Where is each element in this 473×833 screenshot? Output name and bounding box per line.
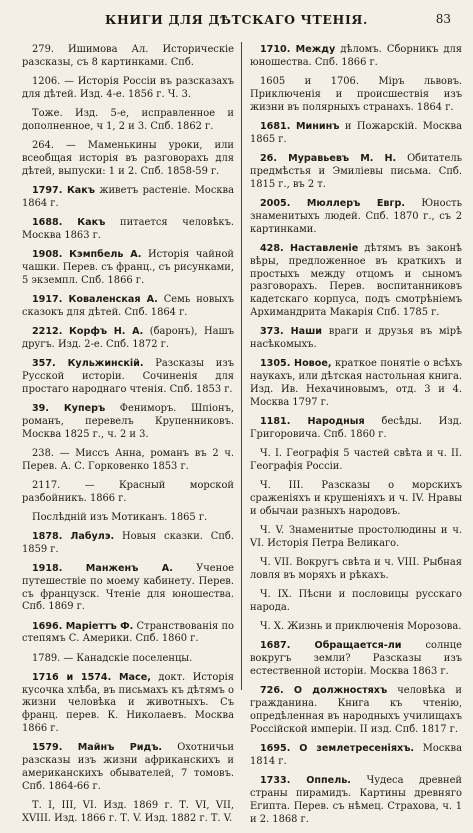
entry-text: Охотничьи разсказы изъ жизни африканскихъ и американскихъ обывателей, 7 томовъ. Спб. 1864-66 г. bbox=[22, 742, 234, 793]
entry-text: Т. I, III, VI. Изд. 1869 г. Т. VI, VII, XVIII. Изд. 1866 г. Т. V. Изд. 1882 г. Т. V. bbox=[22, 800, 234, 825]
entry-text: 1789. — Канадскіе поселенцы. bbox=[32, 652, 193, 664]
catalog-entry bbox=[250, 640, 462, 679]
entry-text: 1206. — Исторія Россіи въ разсказахъ для дѣтей. Изд. 4-е. 1856 г. Ч. 3. bbox=[22, 76, 234, 100]
entry-heading: 1878. Лабулэ. bbox=[32, 530, 115, 542]
entry-text: Чудеса древней страны пирамидъ. Картины древняго Египта. Перев. съ нѣмец. Страхова, ч. 1 и 2. 1868 г. bbox=[250, 774, 462, 825]
catalog-entry bbox=[250, 557, 462, 583]
catalog-entry bbox=[250, 775, 462, 827]
entry-text: питается человѣкъ. Москва 1863 г. bbox=[22, 216, 234, 241]
catalog-entry bbox=[250, 358, 462, 410]
entry-heading: 2212. Корфъ Н. А. bbox=[32, 325, 144, 337]
entry-text: живетъ растеніе. Москва 1864 г. bbox=[22, 184, 234, 209]
entry-text: враги и друзья въ мірѣ насѣкомыхъ. bbox=[250, 326, 462, 351]
entry-heading: 1688. Какъ bbox=[32, 216, 106, 228]
entry-heading: 1696. Маріеттъ Ф. bbox=[32, 620, 134, 632]
entry-text: солнце вокругъ земли? Разсказы изъ естественной исторіи. Москва 1863 г. bbox=[250, 640, 462, 677]
catalog-entry bbox=[22, 512, 234, 525]
entry-heading: 357. Кульжинскій. bbox=[32, 357, 144, 369]
catalog-entry bbox=[22, 249, 234, 288]
catalog-entry bbox=[22, 653, 234, 666]
entry-text: Семь новыхъ сказокъ для дѣтей. Спб. 1864 г. bbox=[22, 293, 234, 318]
catalog-entry bbox=[22, 185, 234, 211]
entry-heading: 39. Куперъ bbox=[32, 402, 106, 414]
catalog-entry bbox=[22, 448, 234, 474]
entry-heading: 1181. Народныя bbox=[260, 416, 365, 428]
catalog-entry bbox=[22, 326, 234, 352]
catalog-entry bbox=[250, 243, 462, 320]
entry-text: 264. — Маменькины уроки, или всеобщая исторія въ разговорахъ для дѣтей, выпуски: 1 и 2. Спб. 1858-59 г. bbox=[22, 140, 234, 177]
catalog-entry bbox=[22, 44, 234, 70]
catalog-entry bbox=[250, 525, 462, 551]
entry-text: краткое понятіе о всѣхъ наукахъ, или дѣтская настольная книга. Изд. Ив. Нехачиновымъ, отд. 3 и 4. Москва 1797 г. bbox=[250, 358, 462, 409]
catalog-entry bbox=[250, 326, 462, 352]
catalog-entry bbox=[22, 672, 234, 737]
entry-text: Ч. IX. Пѣсни и пословицы русскаго народа. bbox=[250, 589, 462, 613]
entry-heading: 1305. Новое, bbox=[260, 358, 332, 370]
entry-heading: 1681. Мининъ bbox=[260, 120, 340, 132]
entry-text: Юность знаменитыхъ людей. Спб. 1870 г., съ 2 картинками. bbox=[250, 197, 462, 235]
entry-text: 2117. — Красный морской разбойникъ. 1866 г. bbox=[22, 479, 234, 504]
catalog-entry bbox=[22, 294, 234, 320]
right-column bbox=[250, 44, 462, 833]
entry-text: Ч. V. Знаменитые простолюдины и ч. VI. Исторія Петра Великаго. bbox=[250, 525, 462, 549]
catalog-entry bbox=[22, 108, 234, 134]
catalog-entry bbox=[22, 800, 234, 826]
entry-text: Послѣдній изъ Мотиканъ. 1865 г. bbox=[32, 511, 208, 523]
catalog-entry bbox=[22, 480, 234, 506]
catalog-entry bbox=[250, 44, 462, 70]
catalog-entry bbox=[250, 621, 462, 634]
left-column bbox=[22, 44, 234, 832]
entry-text: Москва 1814 г. bbox=[250, 742, 462, 767]
entry-text: Исторія чайной чашки. Перев. съ франц., съ рисунками, 5 экземпл. Спб. 1866 г. bbox=[22, 248, 234, 286]
entry-text: дѣломъ. Сборникъ для юношества. Спб. 1866 г. bbox=[250, 44, 462, 68]
entry-heading: 1710. Между bbox=[260, 44, 336, 55]
entry-text: Ч. I. Географія 5 частей свѣта и ч. II. Географія Россіи. bbox=[250, 448, 462, 473]
entry-heading: 726. О должностяхъ bbox=[260, 685, 388, 697]
catalog-entry bbox=[250, 480, 462, 519]
catalog-entry bbox=[250, 589, 462, 615]
entry-text: Разсказы изъ Русской исторіи. Сочиненія для простаго народнаго чтенія. Спб. 1853 г. bbox=[22, 357, 234, 395]
catalog-entry bbox=[250, 685, 462, 737]
entry-text: Ч. X. Жизнь и приключенія Морозова. bbox=[260, 621, 462, 633]
catalog-entry bbox=[22, 358, 234, 397]
running-title: КНИГИ ДЛЯ ДѢТСКАГО ЧТЕНІЯ. bbox=[105, 12, 368, 27]
catalog-entry bbox=[250, 121, 462, 147]
entry-text: 238. — Миссъ Анна, романъ въ 2 ч. Перев. А. С. Горковенко 1853 г. bbox=[22, 447, 234, 472]
catalog-entry bbox=[22, 217, 234, 243]
page-number: 83 bbox=[435, 12, 451, 26]
entry-heading: 1579. Майнъ Ридъ. bbox=[32, 742, 163, 754]
entry-text: Новыя сказки. Спб. 1859 г. bbox=[22, 530, 234, 555]
catalog-entry bbox=[22, 742, 234, 794]
entry-heading: 2005. Мюллеръ Евгр. bbox=[260, 197, 406, 209]
entry-heading: 373. Наши bbox=[260, 326, 323, 338]
column-divider bbox=[241, 42, 242, 690]
entry-heading: 1716 и 1574. Масе, bbox=[32, 671, 151, 683]
entry-heading: 1695. О землетресеніяхъ. bbox=[260, 742, 415, 754]
catalog-entry bbox=[250, 743, 462, 769]
entry-text: Ученое путешествіе по моему кабинету. Перев. съ французск. Чтеніе для юношества. Спб. 1869 г. bbox=[22, 562, 234, 613]
entry-text: Ч. III. Разсказы о морскихъ сраженіяхъ и крушеніяхъ и ч. IV. Нравы и обычаи разныхъ народовъ. bbox=[250, 480, 462, 517]
catalog-entry bbox=[250, 448, 462, 474]
entry-text: дѣтямъ въ законѣ вѣры, предложенное въ краткихъ и простыхъ между отцомъ и сыномъ разговорахъ. Перев. воспитанниковъ кадетскаго корпуса, подъ смотрѣніемъ Архимандрита Макарія Спб. 1785 г. bbox=[250, 242, 462, 319]
catalog-entry bbox=[22, 76, 234, 102]
entry-heading: 1918. Манженъ А. bbox=[32, 562, 173, 574]
entry-text: человѣка и гражданина. Книга къ чтенію, опредѣленная въ народныхъ училищахъ Россійской имперіи. II изд. Спб. 1817 г. bbox=[250, 685, 462, 735]
entry-heading: 26. Муравьевъ М. Н. bbox=[260, 152, 397, 164]
entry-heading: 1733. Оппель. bbox=[260, 774, 351, 786]
catalog-entry bbox=[22, 621, 234, 647]
catalog-entry bbox=[22, 140, 234, 179]
entry-text: докт. Исторія кусочка хлѣба, въ письмахъ къ дѣтямъ о жизни человѣка и животныхъ. Съ франц. перев. К. Николаевъ. Москва 1866 г. bbox=[22, 671, 234, 735]
entry-heading: 1908. Кэмпбель А. bbox=[32, 248, 142, 260]
page-header bbox=[0, 10, 473, 30]
entry-text: 1605 и 1706. Міръ львовъ. Приключенія и происшествія изъ жизни въ полярныхъ странахъ. 1864 г. bbox=[250, 76, 462, 113]
entry-text: Обитатель предмѣстья и Эмиліевы письма. Спб. 1815 г., въ 2 т. bbox=[250, 152, 462, 190]
entry-heading: 1797. Какъ bbox=[32, 184, 95, 196]
entry-heading: 428. Наставленіе bbox=[260, 242, 359, 254]
entry-heading: 1687. Обращается-ли bbox=[260, 640, 402, 652]
entry-text: (баронъ), Нашъ другъ. Изд. 2-е. Спб. 1872 г. bbox=[22, 325, 234, 350]
catalog-entry bbox=[250, 76, 462, 115]
entry-text: 279. Ишимова Ал. Историческіе разсказы, съ 8 картинками. Спб. bbox=[22, 44, 234, 68]
entry-text: Ч. VII. Вокругъ свѣта и ч. VIII. Рыбная ловля въ моряхъ и рѣкахъ. bbox=[250, 557, 462, 581]
entry-text: и Пожарскій. Москва 1865 г. bbox=[250, 120, 462, 145]
catalog-entry bbox=[250, 198, 462, 237]
catalog-entry bbox=[22, 403, 234, 442]
catalog-entry bbox=[22, 531, 234, 557]
entry-text: Тоже. Изд. 5-е, исправленное и дополненное, ч 1, 2 и 3. Спб. 1862 г. bbox=[22, 108, 234, 132]
catalog-entry bbox=[250, 416, 462, 442]
entry-heading: 1917. Коваленская А. bbox=[32, 293, 158, 305]
entry-text: Фениморъ. Шпіонъ, романъ, перевелъ Крупенниковъ. Москва 1825 г., ч. 2 и 3. bbox=[22, 402, 234, 440]
entry-text: Странствованія по степямъ С. Америки. Спб. 1860 г. bbox=[22, 620, 235, 645]
catalog-entry bbox=[22, 563, 234, 615]
catalog-entry bbox=[250, 153, 462, 192]
entry-text: бесѣды. Изд. Григоровича. Спб. 1860 г. bbox=[250, 416, 462, 441]
